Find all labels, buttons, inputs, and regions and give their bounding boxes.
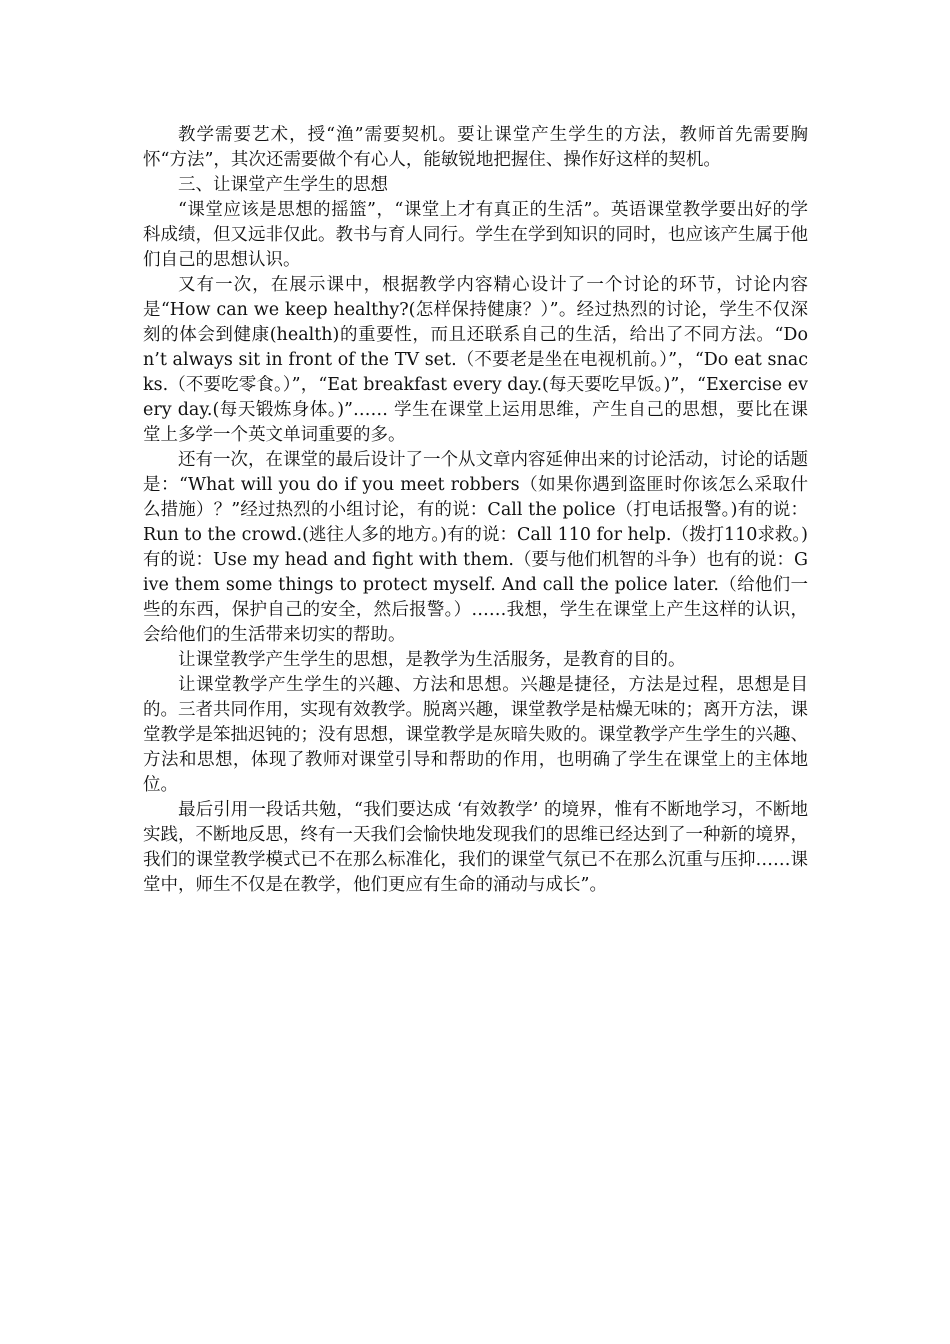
paragraph-purpose: 让课堂教学产生学生的思想，是教学为生活服务，是教育的目的。 xyxy=(178,650,686,670)
paragraph-classroom-cradle: “课堂应该是思想的摇篮”，“课堂上才有真正的生活”。英语课堂教学要出好的学科成绩，但又远非仅此。教书与育人同行。学生在学到知识的同时，也应该产生属于他们自己的思想认识。 xyxy=(143,200,808,270)
document-body xyxy=(143,123,808,898)
paragraph-health-discussion: 又有一次，在展示课中，根据教学内容精心设计了一个讨论的环节，讨论内容是“How can we keep healthy?(怎样保持健康？）”。经过热烈的讨论，学生不仅深刻的体会到健康(health)的重要性，而且还联系自己的生活，给出了不同方法。“Don’t always sit in front of the TV set.（不要老是坐在电视机前。）”，“Do eat snacks.（不要吃零食。）”，“Eat breakfast every day.(每天要吃早饭。)”，“Exercise every day.(每天锻炼身体。)”…… 学生在课堂上运用思维，产生自己的思想，要比在课堂上多学一个英文单词重要的多。 xyxy=(143,275,808,445)
paragraph-closing-quote: 最后引用一段话共勉，“我们要达成 ‘有效教学’ 的境界，惟有不断地学习，不断地实践，不断地反思，终有一天我们会愉快地发现我们的思维已经达到了一种新的境界，我们的课堂教学模式已不在那么标准化，我们的课堂气氛已不在那么沉重与压抑……课堂中，师生不仅是在教学，他们更应有生命的涌动与成长”。 xyxy=(143,800,808,895)
section-heading-thought: 三、让课堂产生学生的思想 xyxy=(178,175,388,195)
paragraph-summary: 让课堂教学产生学生的兴趣、方法和思想。兴趣是捷径，方法是过程，思想是目的。三者共同作用，实现有效教学。脱离兴趣，课堂教学是枯燥无味的；离开方法，课堂教学是笨拙迟钝的；没有思想，课堂教学是灰暗失败的。课堂教学产生学生的兴趣、方法和思想，体现了教师对课堂引导和帮助的作用，也明确了学生在课堂上的主体地位。 xyxy=(143,675,808,795)
paragraph-teaching-art: 教学需要艺术，授“渔”需要契机。要让课堂产生学生的方法，教师首先需要胸怀“方法”，其次还需要做个有心人，能敏锐地把握住、操作好这样的契机。 xyxy=(143,125,808,170)
paragraph-robbers-discussion: 还有一次，在课堂的最后设计了一个从文章内容延伸出来的讨论活动，讨论的话题是：“What will you do if you meet robbers（如果你遇到盗匪时你该怎么采取什么措施）？”经过热烈的小组讨论，有的说：Call the police（打电话报警。)有的说：Run to the crowd.(逃往人多的地方。)有的说：Call 110 for help.（拨打110求救。)有的说：Use my head and fight with them.（要与他们机智的斗争）也有的说：Give them some things to protect myself. And call the police later.（给他们一些的东西，保护自己的安全，然后报警。）……我想，学生在课堂上产生这样的认识，会给他们的生活带来切实的帮助。 xyxy=(143,450,808,645)
